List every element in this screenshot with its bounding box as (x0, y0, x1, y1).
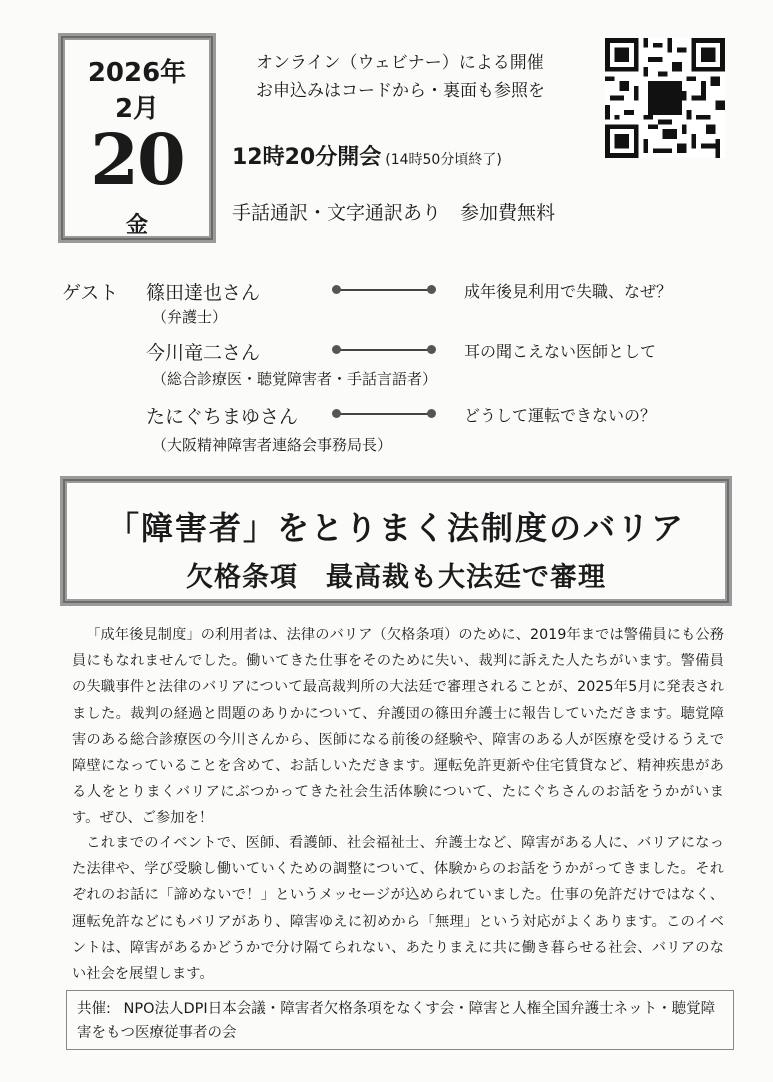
date-day: 20 (90, 118, 184, 201)
guest-1-role: （弁護士） (152, 308, 228, 326)
guest-2-role: （総合診療医・聴覚障害者・手話言語者） (152, 370, 438, 388)
guest-3-connector (336, 413, 432, 415)
main-title: 「障害者」をとりまく法制度のバリア (106, 509, 685, 547)
event-time (232, 140, 502, 171)
sponsor-text: NPO法人DPI日本会議・障害者欠格条項をなくす会・障害と人権全国弁護士ネット・聴覚障害をもつ医療従事者の会 (77, 1001, 716, 1041)
date-weekday: 金 (125, 213, 148, 238)
guest-2-name: 今川竜二さん (146, 342, 261, 364)
sponsor-label: 共催: (77, 1001, 111, 1017)
title-box (60, 476, 732, 606)
body-paragraph-2: これまでのイベントで、医師、看護師、社会福祉士、弁護士など、障害がある人に、バリアになった法律や、学び受験し働いていくための調整について、体験からのお話をうかがってきました。それぞれのお話に「諦めないで！」というメッセージが込められていました。仕事の免許だけではなく、運転免許などにもバリアがあり、障害ゆえに初めから「無理」という対応がよくあります。このイベントは、障害があるかどうかで分け隔てられない、あたりまえに共に働き暮らせる社会、バリアのない社会を展望します。 (72, 835, 724, 983)
date-year: 2026年 (87, 58, 187, 88)
guest-label: ゲスト (62, 282, 119, 304)
online-notice: オンライン（ウェビナー）による開催 (256, 53, 544, 73)
guest-3-topic: どうして運転できないの？ (464, 406, 657, 425)
qr-code-icon[interactable] (605, 38, 725, 158)
guest-2-topic: 耳の聞こえない医師として (464, 342, 657, 361)
apply-notice: お申込みはコードから・裏面も参照を (256, 81, 545, 101)
date-box (58, 33, 216, 243)
guest-3-name: たにぐちまゆさん (146, 406, 299, 428)
guest-1-name: 篠田達也さん (146, 282, 261, 304)
guest-1-connector (336, 289, 432, 291)
guest-2-connector (336, 349, 432, 351)
sponsor-box (66, 990, 734, 1050)
time-main: 12時20分開会 (232, 145, 382, 170)
time-sub: (14時50分頃終了) (385, 152, 502, 168)
interpretation-info: 手話通訳・文字通訳あり 参加費無料 (232, 202, 556, 224)
sub-title: 欠格条項 最高裁も大法廷で審理 (186, 562, 606, 593)
guest-1-topic: 成年後見利用で失職、なぜ？ (464, 282, 673, 301)
guest-3-role: （大阪精神障害者連絡会事務局長） (152, 436, 393, 454)
body-paragraph-1: 「成年後見制度」の利用者は、法律のバリア（欠格条項）のために、2019年までは警備員にも公務員にもなれませんでした。働いてきた仕事をそのために失い、裁判に訴えた人たちがいます。警備員の失職事件と法律のバリアについて最高裁判所の大法廷で審理されることが、2025年5月に発表されました。裁判の経過と問題のありかについて、弁護団の篠田弁護士に報告していただきます。聴覚障害のある総合診療医の今川さんから、医師になる前後の経験や、障害のある人が医療を受けるうえで障壁になっていることを含めて、お話しいただきます。運転免許更新や住宅賃貸など、精神疾患がある人をとりまくバリアにぶつかってきた社会生活体験について、たにぐちさんのお話をうかがいます。ぜひ、ご参加を！ (72, 627, 724, 827)
date-month: 2月 (114, 94, 160, 124)
